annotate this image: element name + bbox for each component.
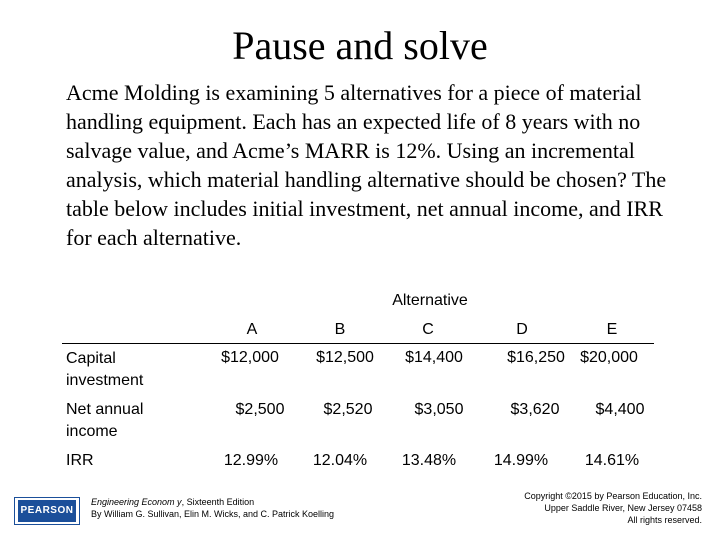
column-header-b: B [334, 321, 346, 338]
table-cell: $2,520 [323, 401, 373, 418]
citation-line-1 [91, 496, 334, 508]
table-cell: 14.61% [584, 452, 640, 469]
table-cell: $20,000 [580, 349, 638, 366]
table-cell: 12.99% [223, 452, 279, 469]
table-header-rule [62, 343, 654, 344]
column-header-d: D [516, 321, 528, 338]
column-header-c: C [422, 321, 434, 338]
column-header-e: E [606, 321, 618, 338]
table-cell: $14,400 [405, 349, 463, 366]
row-label-line: Capital [66, 350, 116, 367]
table-cell: $12,000 [221, 349, 279, 366]
copyright-line-1: Copyright ©2015 by Pearson Education, Inc. [524, 491, 702, 501]
slide-title: Pause and solve [232, 23, 488, 68]
row-label-line: income [66, 423, 118, 440]
table-cell: $3,620 [510, 401, 560, 418]
table-cell: $12,500 [316, 349, 374, 366]
book-edition: , Sixteenth Edition [181, 497, 255, 507]
row-label-line: Net annual [66, 401, 144, 418]
row-label-line: investment [66, 372, 144, 389]
table-cell: $4,400 [595, 401, 645, 418]
row-label-net-annual-income [66, 399, 143, 443]
row-label-irr [66, 450, 94, 472]
book-citation [91, 496, 334, 520]
copyright-line-3: All rights reserved. [627, 515, 702, 525]
table-cell: 12.04% [312, 452, 368, 469]
table-cell: $16,250 [507, 349, 565, 366]
row-label-line: IRR [66, 452, 94, 469]
table-cell: 14.99% [493, 452, 549, 469]
table-cell: 13.48% [401, 452, 457, 469]
table-cell: $2,500 [235, 401, 285, 418]
table-group-header: Alternative [392, 292, 468, 309]
problem-statement: Acme Molding is examining 5 alternatives for a piece of material handling equipment. Each has an expected life of 8 years with no salvage value, and Acme’s MARR is 12%. Using an incremental analysis, which material handling alternative should be chosen? The table below includes initial investment, net annual income, and IRR for each alternative. [66, 80, 667, 250]
row-label-capital-investment [66, 348, 143, 392]
citation-line-2: By William G. Sullivan, Elin M. Wicks, and C. Patrick Koelling [91, 509, 335, 519]
pearson-logo: PEARSON [18, 500, 76, 522]
column-header-a: A [246, 321, 258, 338]
copyright-line-2: Upper Saddle River, New Jersey 07458 [544, 503, 702, 513]
table-cell: $3,050 [414, 401, 464, 418]
book-title: Engineering Econom y [91, 497, 182, 507]
copyright-notice [524, 490, 702, 526]
